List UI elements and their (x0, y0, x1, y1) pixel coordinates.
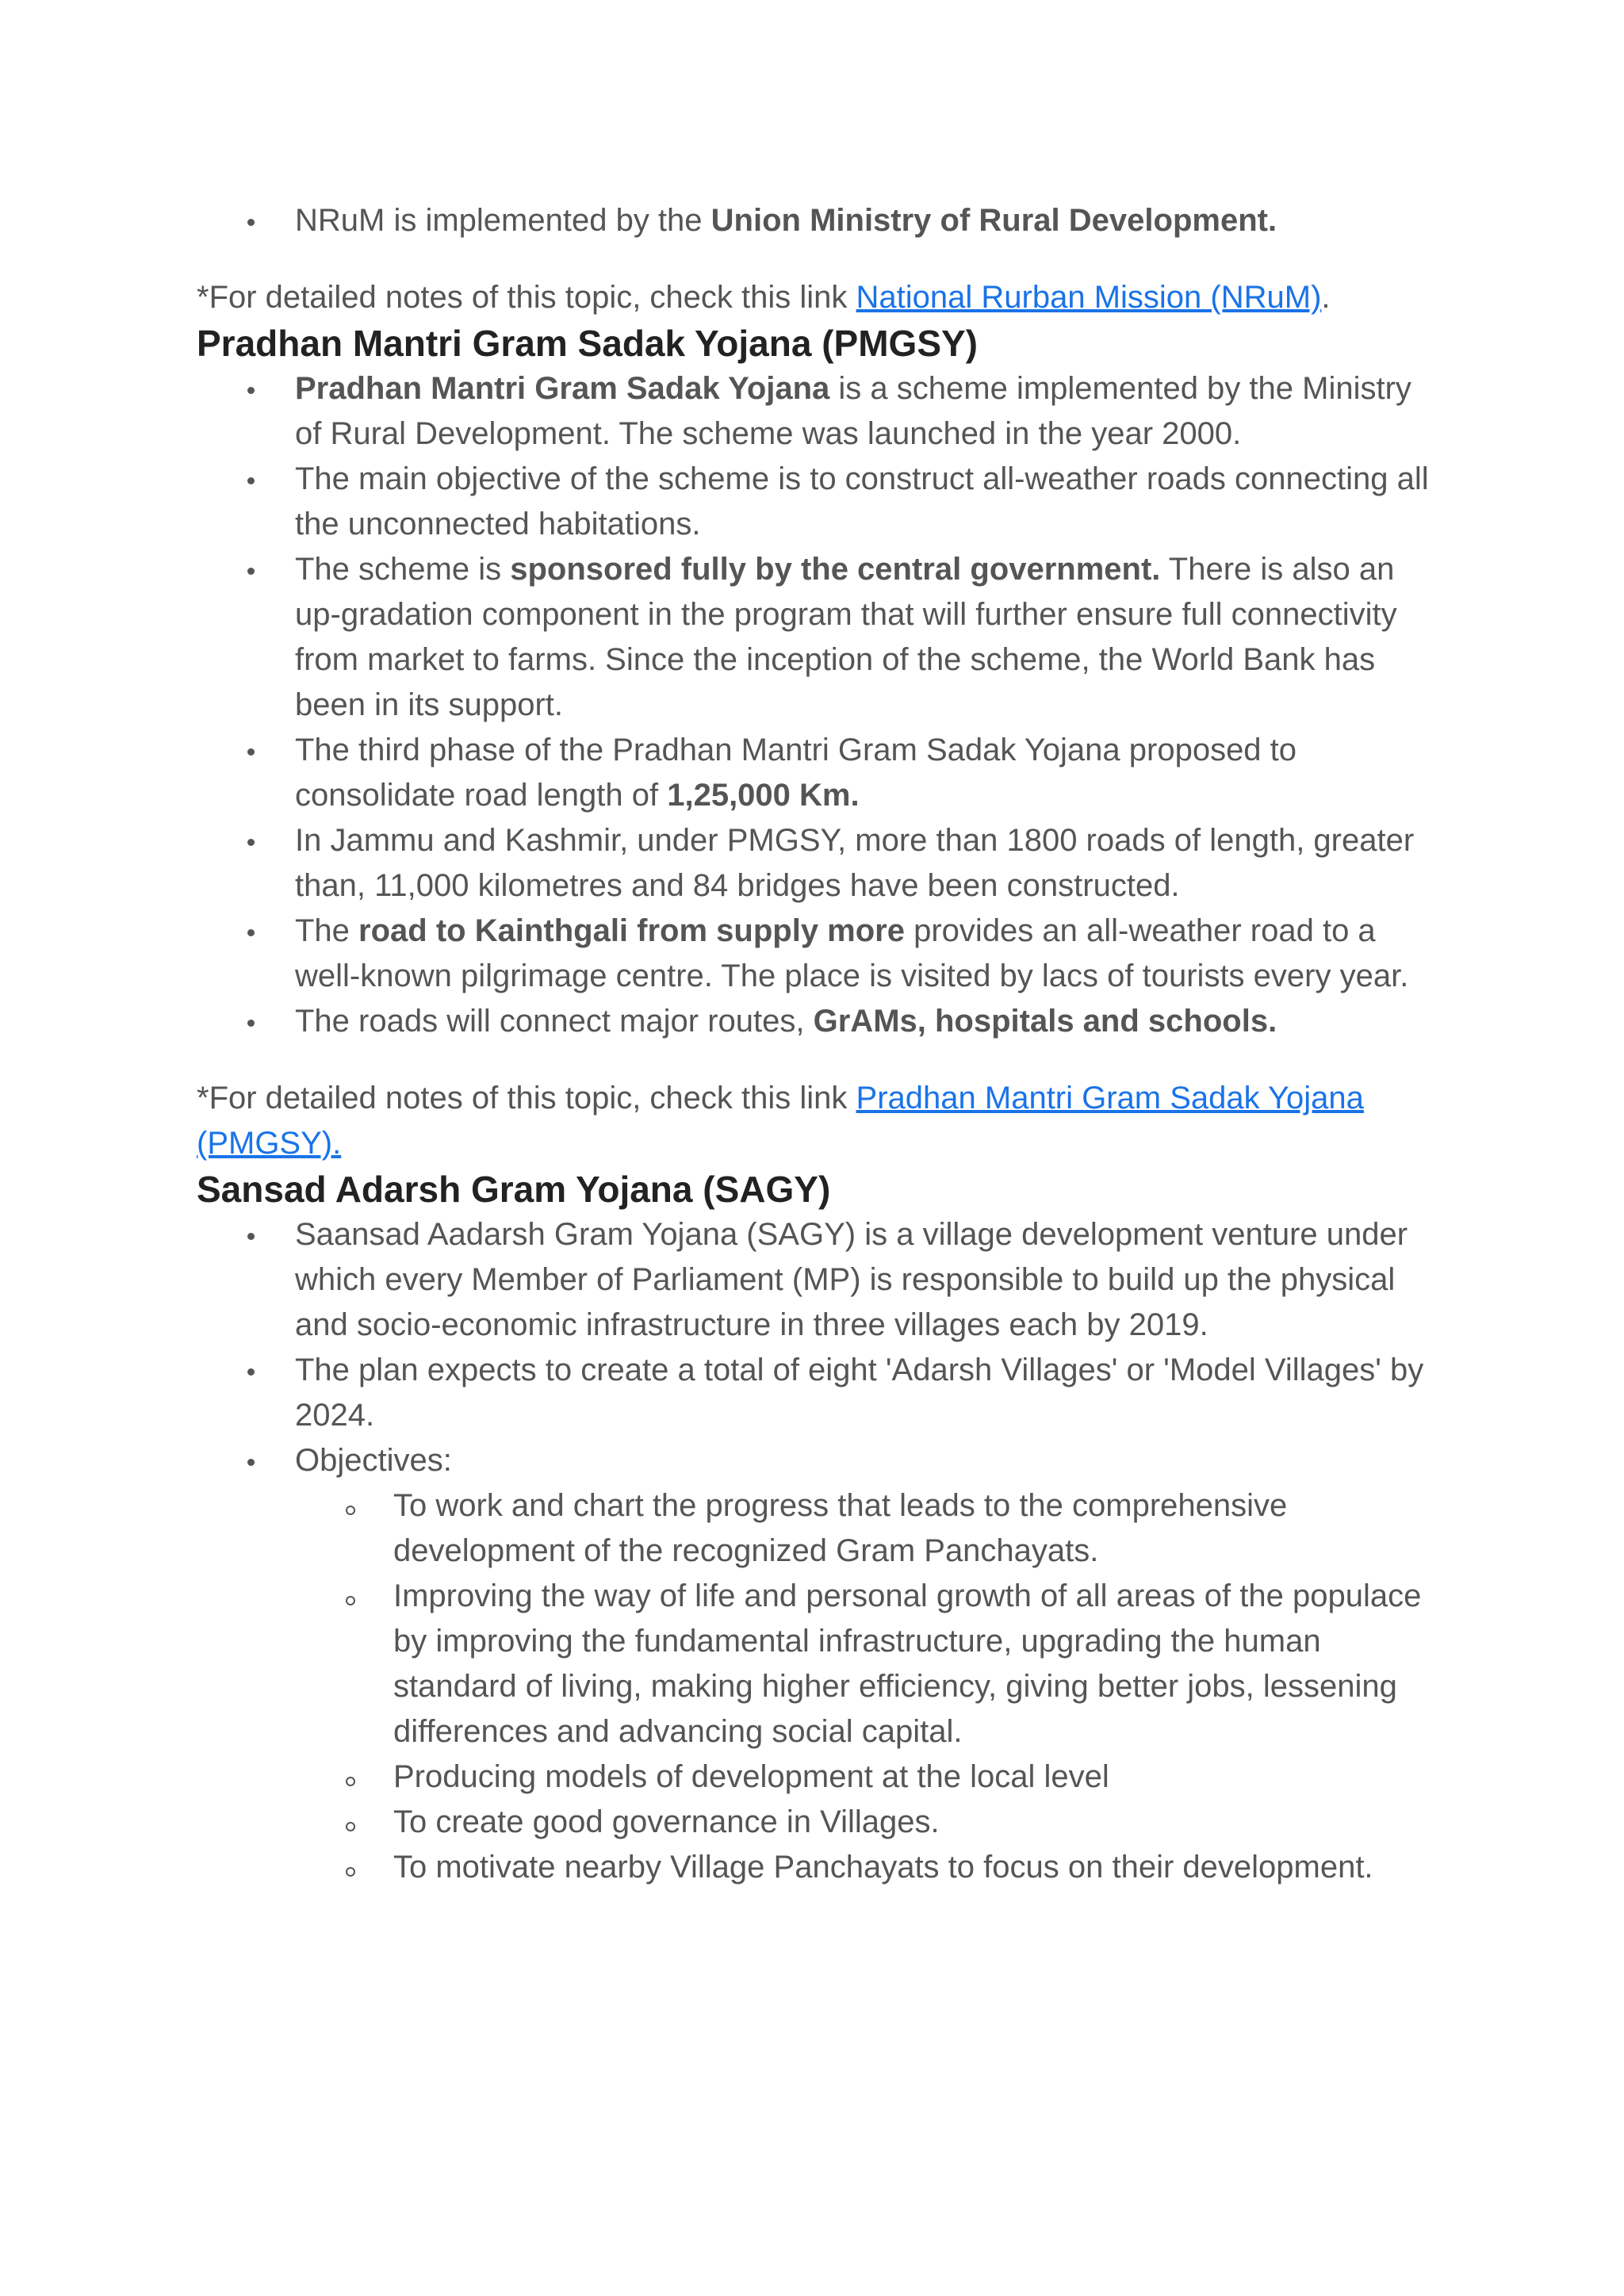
hollow-bullet-icon (346, 1506, 355, 1515)
bullet-icon (247, 1020, 255, 1027)
list-item: The main objective of the scheme is to construct all-weather roads connecting all the unconnected habitations. (295, 457, 1434, 547)
list-item: Improving the way of life and personal growth of all areas of the populace by improving the fundamental infrastructure, upgrading the human standard of living, making higher efficiency, giving better jobs, lessening differences and advancing social capital. (393, 1574, 1434, 1755)
bullet-icon (247, 219, 255, 226)
list-item: The third phase of the Pradhan Mantri Gram Sadak Yojana proposed to consolidate road length of 1,25,000 Km. (295, 728, 1434, 818)
list-item: To create good governance in Villages. (393, 1800, 1434, 1845)
sagy-heading: Sansad Adarsh Gram Yojana (SAGY) (197, 1169, 831, 1210)
bullet-icon (247, 477, 255, 484)
hollow-bullet-icon (346, 1596, 355, 1605)
list-item: Objectives: To work and chart the progress that leads to the comprehensive development of the recognized Gram Panchayats. Improving the way of life and personal growth of all areas of the populace by improving the fundamental infrastructure, upgrading the human standard of living, making higher efficiency, giving better jobs, lessening differences and advancing social capital. Producing models of development at the local level To create good governance in Villages. To motivate nearby Village Panchayats to focus on their development. (295, 1438, 1434, 1890)
pmgsy-notes-link[interactable]: Pradhan Mantri Gram Sadak Yojana (PMGSY). (197, 1081, 1364, 1161)
pmgsy-bullet-list (197, 366, 1434, 1044)
bullet-icon (247, 748, 255, 756)
pmgsy-heading: Pradhan Mantri Gram Sadak Yojana (PMGSY) (197, 323, 979, 364)
list-item: In Jammu and Kashmir, under PMGSY, more than 1800 roads of length, greater than, 11,000 kilometres and 84 bridges have been constructed. (295, 818, 1434, 909)
sagy-objectives-list (295, 1483, 1434, 1890)
list-item: Pradhan Mantri Gram Sadak Yojana is a scheme implemented by the Ministry of Rural Development. The scheme was launched in the year 2000. (295, 366, 1434, 457)
bullet-icon (247, 839, 255, 846)
sagy-bullet-list (197, 1212, 1434, 1890)
bullet-icon (247, 1233, 255, 1240)
list-item: The roads will connect major routes, GrAMs, hospitals and schools. (295, 999, 1434, 1044)
hollow-bullet-icon (346, 1822, 355, 1831)
bullet-icon (247, 568, 255, 575)
list-item: NRuM is implemented by the Union Ministry of Rural Development. (295, 198, 1434, 243)
bullet-icon (247, 387, 255, 394)
list-item: Saansad Aadarsh Gram Yojana (SAGY) is a village development venture under which every Member of Parliament (MP) is responsible to build up the physical and socio-economic infrastructure in three villages each by 2019. (295, 1212, 1434, 1348)
list-item: To work and chart the progress that leads to the comprehensive development of the recognized Gram Panchayats. (393, 1483, 1434, 1574)
bullet-icon (247, 1368, 255, 1376)
list-item: The scheme is sponsored fully by the central government. There is also an up-gradation component in the program that will further ensure full connectivity from market to farms. Since the inception of the scheme, the World Bank has been in its support. (295, 547, 1434, 728)
hollow-bullet-icon (346, 1867, 355, 1877)
hollow-bullet-icon (346, 1777, 355, 1786)
list-item: The road to Kainthgali from supply more provides an all-weather road to a well-known pilgrimage centre. The place is visited by lacs of tourists every year. (295, 909, 1434, 999)
bullet-icon (247, 929, 255, 936)
nrum-bullet-list (197, 198, 1434, 243)
list-item: The plan expects to create a total of eight 'Adarsh Villages' or 'Model Villages' by 2024. (295, 1348, 1434, 1438)
list-item: Producing models of development at the local level (393, 1755, 1434, 1800)
nrum-notes-link[interactable]: National Rurban Mission (NRuM) (856, 280, 1322, 315)
pmgsy-detailed-notes: *For detailed notes of this topic, check this link Pradhan Mantri Gram Sadak Yojana (PMGSY). (197, 1081, 1364, 1161)
list-item: To motivate nearby Village Panchayats to focus on their development. (393, 1845, 1434, 1890)
bullet-icon (247, 1459, 255, 1466)
page-content (197, 198, 1434, 1890)
nrum-detailed-notes: *For detailed notes of this topic, check this link National Rurban Mission (NRuM). (197, 280, 1331, 315)
